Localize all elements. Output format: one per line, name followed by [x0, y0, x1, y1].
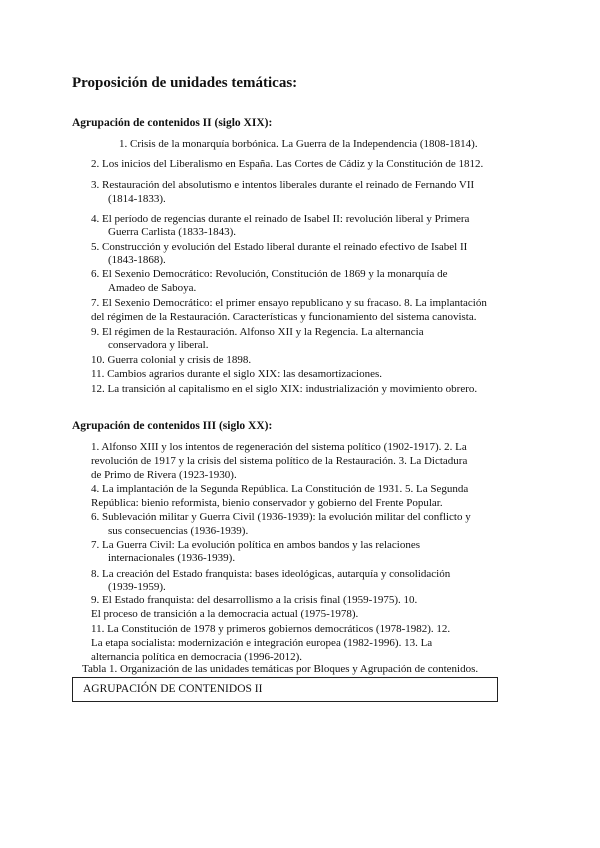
list-item-continuation: sus consecuencias (1936-1939). [108, 525, 249, 537]
list-item: 6. Sublevación militar y Guerra Civil (1936-1939): la evolución militar del conflicto y [91, 511, 471, 523]
list-item-continuation: Amadeo de Saboya. [108, 282, 197, 294]
list-item: 6. El Sexenio Democrático: Revolución, Constitución de 1869 y la monarquía de [91, 268, 448, 280]
list-item-continuation: (1843-1868). [108, 254, 166, 266]
table-header-cell [72, 677, 498, 702]
list-item-continuation: La etapa socialista: modernización e integración europea (1982-1996). 13. La [91, 637, 433, 649]
list-item-continuation: (1939-1959). [108, 581, 166, 593]
list-item-continuation: del régimen de la Restauración. Características y funcionamiento del sistema canovista. [91, 311, 477, 323]
list-item: 9. El régimen de la Restauración. Alfonso XII y la Regencia. La alternancia [91, 326, 424, 338]
list-item: 2. Los inicios del Liberalismo en España. Las Cortes de Cádiz y la Constitución de 1812. [91, 158, 484, 170]
list-item: 1. Alfonso XIII y los intentos de regeneración del sistema político (1902-1917). 2. La [91, 441, 467, 453]
list-item: 5. Construcción y evolución del Estado liberal durante el reinado efectivo de Isabel II [91, 241, 468, 253]
list-item-continuation: Guerra Carlista (1833-1843). [108, 226, 236, 238]
list-item: 9. El Estado franquista: del desarrollismo a la crisis final (1959-1975). 10. [91, 594, 418, 606]
list-item-continuation: de Primo de Rivera (1923-1930). [91, 469, 237, 481]
list-item-continuation: conservadora y liberal. [108, 339, 209, 351]
list-item: 4. El período de regencias durante el reinado de Isabel II: revolución liberal y Primera [91, 213, 470, 225]
list-item: 1. Crisis de la monarquía borbónica. La Guerra de la Independencia (1808-1814). [119, 138, 478, 150]
list-item-continuation: revolución de 1917 y la crisis del sistema político de la Restauración. 3. La Dictadura [91, 455, 468, 467]
list-item-continuation: República: bienio reformista, bienio conservador y gobierno del Frente Popular. [91, 497, 443, 509]
table-header-label: AGRUPACIÓN DE CONTENIDOS II [83, 683, 263, 695]
list-item: 7. El Sexenio Democrático: el primer ensayo republicano y su fracaso. 8. La implantación [91, 297, 487, 309]
list-item: 7. La Guerra Civil: La evolución política en ambos bandos y las relaciones [91, 539, 420, 551]
section-heading-group3: Agrupación de contenidos III (siglo XX): [72, 420, 273, 432]
list-item: 4. La implantación de la Segunda República. La Constitución de 1931. 5. La Segunda [91, 483, 469, 495]
list-item: 11. La Constitución de 1978 y primeros gobiernos democráticos (1978-1982). 12. [91, 623, 451, 635]
list-item: 10. Guerra colonial y crisis de 1898. [91, 354, 252, 366]
page-title: Proposición de unidades temáticas: [72, 75, 298, 91]
list-item: 12. La transición al capitalismo en el siglo XIX: industrialización y movimiento obrero. [91, 383, 478, 395]
section-heading-group2: Agrupación de contenidos II (siglo XIX): [72, 117, 273, 129]
list-item-continuation: (1814-1833). [108, 193, 166, 205]
list-item-continuation: alternancia política en democracia (1996-2012). [91, 651, 303, 663]
list-item: 11. Cambios agrarios durante el siglo XIX: las desamortizaciones. [91, 368, 383, 380]
list-item-continuation: internacionales (1936-1939). [108, 552, 236, 564]
list-item: 3. Restauración del absolutismo e intentos liberales durante el reinado de Fernando VII [91, 179, 475, 191]
table-caption: Tabla 1. Organización de las unidades temáticas por Bloques y Agrupación de contenidos. [82, 663, 479, 675]
list-item: 8. La creación del Estado franquista: bases ideológicas, autarquía y consolidación [91, 568, 451, 580]
list-item-continuation: El proceso de transición a la democracia actual (1975-1978). [91, 608, 359, 620]
